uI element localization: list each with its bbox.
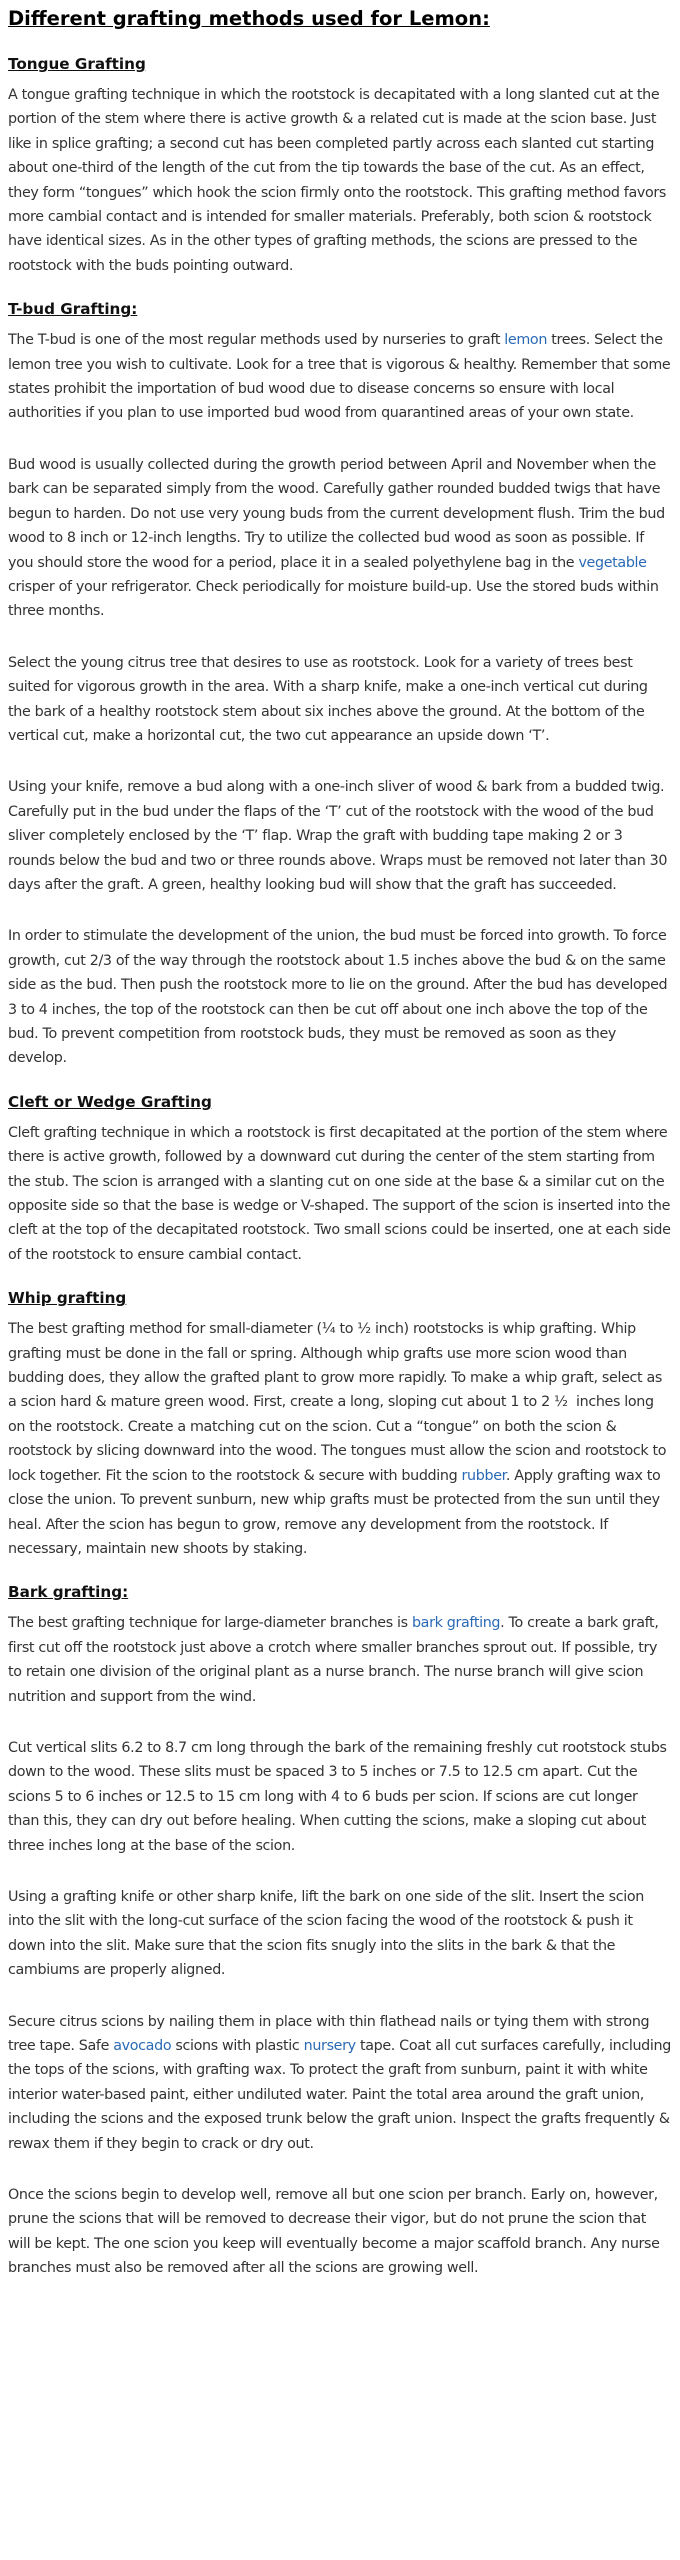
link-avocado[interactable]: avocado	[113, 2038, 172, 2054]
paragraph	[8, 328, 672, 426]
paragraph	[8, 775, 672, 897]
link-rubber[interactable]: rubber	[461, 1467, 506, 1484]
paragraph	[8, 1611, 672, 1709]
paragraph	[8, 1121, 672, 1267]
paragraph	[8, 1885, 672, 1983]
text-run: In order to stimulate the development of the union, the bud must be forced into growth. To force growth, cut 2/3 of the way through the rootstock about 1.5 inches above the bud & on the same side as the bud. Then push the rootstock more to lie on the ground. After the bud has developed 3 to 4 inches, the top of the rootstock can then be cut off about one inch above the top of the bud. To prevent competition from rootstock buds, they must be removed as soon as they develop.	[8, 928, 668, 1067]
paragraph	[8, 83, 672, 278]
text-run: Using your knife, remove a bud along with a one-inch sliver of wood & bark from a budded twig. Carefully put in the bud under the flaps of the ‘T’ cut of the rootstock with the wood of the bud sliver completely enclosed by the ‘T’ flap. Wrap the graft with budding tape making 2 or 3 rounds below the bud and two or three rounds above. Wraps must be removed not later than 30 days after the graft. A green, healthy looking bud will show that the graft has succeeded.	[8, 779, 668, 893]
text-run: Secure citrus scions by nailing them in place with thin flathead nails or tying them with strong tree tape. Safe	[8, 2013, 650, 2054]
text-run: Select the young citrus tree that desires to use as rootstock. Look for a variety of trees best suited for vigorous growth in the area. With a sharp knife, make a one-inch vertical cut during the bark of a healthy rootstock stem about six inches above the ground. At the bottom of the vertical cut, make a horizontal cut, the two cut appearance an upside down ‘T’.	[8, 654, 648, 744]
text-run: scions with plastic	[171, 2038, 304, 2054]
text-run: . Apply grafting wax to close the union. To prevent sunburn, new whip grafts must be protected from the sun until they heal. After the scion has begun to grow, remove any development from the rootstock. If necessary, maintain new shoots by staking.	[8, 1467, 661, 1557]
paragraph	[8, 1736, 672, 1858]
link-nursery[interactable]: nursery	[303, 2038, 356, 2054]
paragraph	[8, 2183, 672, 2281]
section-whip-grafting	[8, 1287, 672, 1561]
text-run: trees. Select the lemon tree you wish to cultivate. Look for a tree that is vigorous & healthy. Remember that some states prohibit the importation of bud wood due to disease concerns so ensure with local authorities if you plan to use imported bud wood from quarantined areas of your own state.	[8, 332, 671, 422]
section-heading: Bark grafting:	[8, 1583, 129, 1602]
paragraph	[8, 651, 672, 749]
text-run: Cleft grafting technique in which a rootstock is first decapitated at the portion of the stem where there is active growth, followed by a downward cut during the center of the stem starting from the stub. The scion is arranged with a slanting cut on one side at the base & a similar cut on the opposite side so that the base is wedge or V-shaped. The support of the scion is inserted into the cleft at the top of the decapitated rootstock. Two small scions could be inserted, one at each side of the rootstock to ensure cambial contact.	[8, 1124, 671, 1263]
section-heading: T-bud Grafting:	[8, 300, 138, 319]
text-run: Using a grafting knife or other sharp knife, lift the bark on one side of the slit. Insert the scion into the slit with the long-cut surface of the scion facing the wood of the rootstock & push it down into the slit. Make sure that the scion fits snugly into the slits in the bark & that the cambiums are properly aligned.	[8, 1888, 644, 1979]
text-run: A tongue grafting technique in which the rootstock is decapitated with a long slanted cut at the portion of the stem where there is active growth & a related cut is made at the scion base. Just like in splice grafting; a second cut has been completed partly across each slanted cut starting about one-third of the length of the cut from the tip towards the base of the cut. As an effect, they form “tongues” which hook the scion firmly onto the rootstock. This grafting method favors more cambial contact and is intended for smaller materials. Preferably, both scion & rootstock have identical sizes. As in the other types of grafting methods, the scions are pressed to the rootstock with the buds pointing outward.	[8, 87, 667, 274]
paragraph	[8, 453, 672, 624]
article-body	[8, 53, 672, 2281]
text-run: The T-bud is one of the most regular methods used by nurseries to graft	[8, 332, 505, 349]
text-run: Bud wood is usually collected during the growth period between April and November when the bark can be separated simply from the wood. Carefully gather rounded budded twigs that have begun to harden. Do not use very young buds from the current development flush. Trim the bud wood to 8 inch or 12-inch lengths. Try to utilize the collected bud wood as soon as possible. If you should store the wood for a period, place it in a sealed polyethylene bag in the	[8, 456, 665, 571]
paragraph	[8, 1317, 672, 1561]
link-vegetable[interactable]: vegetable	[578, 554, 647, 571]
link-lemon[interactable]: lemon	[504, 332, 548, 349]
page-title: Different grafting methods used for Lemon:	[8, 7, 490, 30]
text-run: Cut vertical slits 6.2 to 8.7 cm long through the bark of the remaining freshly cut rootstock stubs down to the wood. These slits must be spaced 3 to 5 inches or 7.5 to 12.5 cm apart. Cut the scions 5 to 6 inches or 12.5 to 15 cm long with 4 to 6 buds per scion. If scions are cut longer than this, they can dry out before healing. When cutting the scions, make a sloping cut about three inches long at the base of the scion.	[8, 1739, 667, 1854]
text-run: crisper of your refrigerator. Check periodically for moisture build-up. Use the stored buds within three months.	[8, 578, 659, 620]
section-bark-grafting	[8, 1581, 672, 2280]
text-run: tape. Coat all cut surfaces carefully, including the tops of the scions, with grafting wax. To protect the graft from sunburn, paint it with white interior water-based paint, either undiluted water. Paint the total area around the graft union, including the scions and the exposed trunk below the graft union. Inspect the grafts frequently & rewax them if they begin to crack or dry out.	[8, 2038, 671, 2152]
text-run: . To create a bark graft, first cut off the rootstock just above a crotch where smaller branches sprout out. If possible, try to retain one division of the original plant as a nurse branch. The nurse branch will give scion nutrition and support from the wind.	[8, 1615, 659, 1705]
section-cleft-or-wedge-grafting	[8, 1091, 672, 1267]
text-run: The best grafting technique for large-diameter branches is	[8, 1615, 412, 1632]
section-heading: Whip grafting	[8, 1289, 127, 1308]
text-run: Once the scions begin to develop well, remove all but one scion per branch. Early on, however, prune the scions that will be removed to decrease their vigor, but do not prune the scion that will be kept. The one scion you keep will eventually become a major scaffold branch. Any nurse branches must also be removed after all the scions are growing well.	[8, 2187, 660, 2277]
text-run: The best grafting method for small-diameter (¼ to ½ inch) rootstocks is whip grafting. Whip grafting must be done in the fall or spring. Although whip grafts use more scion wood than budding does, they allow the grafted plant to grow more rapidly. To make a whip graft, select as a scion hard & mature green wood. First, create a long, sloping cut about 1 to 2 ½ inches long on the rootstock. Create a matching cut on the scion. Cut a “tongue” on both the scion & rootstock by slicing downward into the wood. The tongues must allow the scion and rootstock to lock together. Fit the scion to the rootstock & secure with budding	[8, 1321, 667, 1484]
paragraph	[8, 2010, 672, 2156]
section-tongue-grafting	[8, 53, 672, 278]
paragraph	[8, 924, 672, 1070]
section-heading: Tongue Grafting	[8, 55, 146, 73]
section-t-bud-grafting	[8, 298, 672, 1071]
section-heading: Cleft or Wedge Grafting	[8, 1092, 212, 1111]
link-bark-grafting[interactable]: bark grafting	[411, 1615, 501, 1632]
